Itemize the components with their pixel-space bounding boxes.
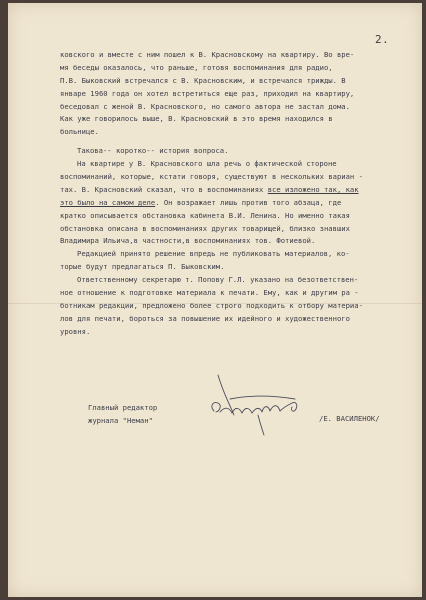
underlined-phrase: все изложено так, как — [267, 184, 359, 194]
letter-body — [60, 49, 412, 339]
text-line: торые будут предлагаться П. Быковским. — [60, 262, 225, 272]
text-line: беседовал с женой В. Красновского, но самого автора не застал дома. — [60, 101, 350, 111]
text-line: ботникам редакции, предложено более строго подходить к отбору материа- — [60, 300, 363, 310]
text-line: Как уже говорилось выше, В. Красновский в это время находился в — [60, 114, 333, 124]
text-line: уровня. — [60, 326, 91, 336]
signatory-title-line: журнала "Неман" — [88, 415, 153, 425]
text-line: лов для печати, бороться за повышение их идейного и художественного — [60, 313, 350, 323]
text-line — [60, 184, 412, 197]
text-line: На квартире у В. Красновского шла речь о фактической стороне — [77, 159, 337, 169]
text-line: кратко описывается обстановка кабинета В.И. Ленина. Но именно такая — [60, 210, 350, 220]
text-segment: . Он возражает лишь против того абзаца, где — [155, 197, 342, 207]
text-line: мя беседы оказалось, что раньше, готовя воспоминания для радио, — [60, 62, 333, 72]
signatory-name: /Е. ВАСИЛЕНОК/ — [319, 414, 380, 423]
text-line: январе 1960 года он хотел встретиться еще раз, приходил на квартиру, — [60, 88, 355, 98]
text-line: ковского и вместе с ним пошел к В. Красновскому на квартиру. Во вре- — [60, 50, 355, 59]
text-line: воспоминаний, которые, кстати говоря, существуют в нескольких вариан - — [60, 172, 363, 182]
handwritten-signature — [200, 365, 310, 445]
paragraph-summary: Такова-- коротко-- история вопроса. — [77, 146, 229, 156]
text-line: больнице. — [60, 127, 99, 137]
text-line: обстановка описана в воспоминаниях других товарищей, близко знавших — [60, 223, 350, 233]
signatory-title-line: Главный редактор — [88, 403, 158, 412]
text-line: ное отношение к подготовке материала к печати. Ему, как и другим ра - — [60, 288, 359, 298]
text-line — [60, 197, 412, 210]
document-page — [8, 3, 422, 597]
underlined-phrase: это было на самом деле — [60, 197, 156, 207]
signatory-title — [88, 402, 157, 428]
text-line: Редакцией принято решение впредь не публиковать материалов, ко- — [77, 249, 350, 259]
text-line: Ответственному секретарю т. Попову Г.Л. указано на безответствен- — [77, 275, 359, 285]
text-line: П.В. Быковский встречался с В. Красновским, и встречался трижды. В — [60, 75, 346, 85]
page-number: 2. — [375, 33, 390, 46]
text-segment: тах. В. Красновский сказал, что в воспоминаниях — [60, 184, 268, 194]
text-line: Владимира Ильича,в частности,в воспоминаниях тов. Фотиевой. — [60, 236, 316, 246]
